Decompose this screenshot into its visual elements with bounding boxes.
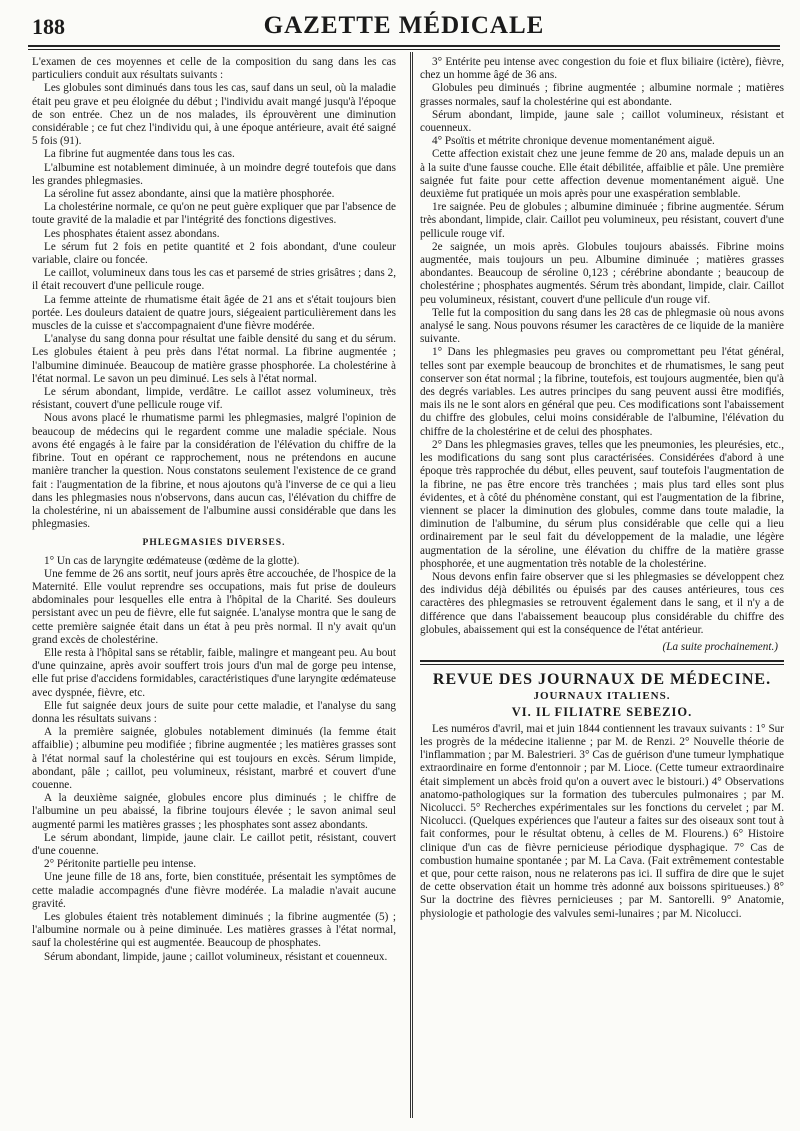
paragraph: 2° Dans les phlegmasies graves, telles que les pneumonies, les pleurésies, etc., les modifications du sang sont plus caractérisées. Considérées d'abord à une époque très rapprochée du début, elles peuvent, sauf toutefois l'augmentation de la fibrine, ne pas être encore très tranchées ; mais plus tard elles sont plus évidentes, et à côté du phénomène constant, qui est l'augmentation de la fibrine, viennent se placer la diminution des globules, comme dans toute maladie, la diminution de l'albumine, du sérum plus considérable que celle qui a lieu ordinairement par le seul fait du développement de la maladie, une légère augmentation de la séroline, une élévation du chiffre de la matière grasse phosphorée, et une augmentation très notable de la cholestérine.	[420, 438, 784, 570]
paragraph: Les globules étaient très notablement diminués ; la fibrine augmentée (5) ; l'albumine normale ou à peine diminuée. Les matières grasses à l'état normal, sauf la cholestérine qui est augmentée. Beaucoup de phosphates.	[32, 911, 396, 950]
paragraph: Nous avons placé le rhumatisme parmi les phlegmasies, malgré l'opinion de beaucoup de médecins qui le regardent comme une maladie spéciale. Nous avons été engagés à le faire par la considération de l'élévation du chiffre de la fibrine. Tout en opérant ce rapprochement, nous ne prétendons en aucune manière trancher la question. Nous constatons seulement l'existence de ce grand fait : l'augmentation de la fibrine, et nous ajoutons qu'à l'inverse de ce qui a lieu dans les phlegmasies nous n'observons, dans aucun cas, l'élévation du chiffre de la cholestérine, ni un abaissement de l'albumine aussi considérable que dans les phlegmasies.	[32, 412, 396, 531]
paragraph: Les globules sont diminués dans tous les cas, sauf dans un seul, où la maladie était peu grave et peu éloignée du début ; l'individu avait mangé jusqu'à l'époque de son entrée. Chez un de nos malades, ils éprouvèrent une diminution considérable ; ce fut chez l'individu qui, à une époque antérieure, avait été saigné 5 fois (91).	[32, 82, 396, 148]
paragraph: Sérum abondant, limpide, jaune ; caillot volumineux, résistant et couenneux.	[44, 950, 388, 963]
paragraph: 1° Dans les phlegmasies peu graves ou compromettant peu l'état général, telles sont par exemple beaucoup de bronchites et de rhumatismes, le sang peut conserver son état normal ; la fibrine, toutefois, est toujours augmentée, bien qu'à des degrés variables. Les autres principes du sang peuvent aussi être modifiés, mais ils ne le sont alors en général que peu. Ces modifications sont l'abaissement du chiffre des globules, celui moins considérable de l'albumine, l'élévation du chiffre de la cholestérine et de celui des phosphates.	[420, 346, 784, 438]
paragraph: La séroline fut assez abondante, ainsi que la matière phosphorée.	[44, 188, 335, 201]
paragraph: Le sérum abondant, limpide, jaune clair. Le caillot petit, résistant, couvert d'une couenne.	[32, 831, 396, 857]
paragraph: 2e saignée, un mois après. Globules toujours abaissés. Fibrine moins augmentée, mais toujours un peu. Albumine diminuée ; matières grasses abondantes. Beaucoup de séroline 0,123 ; cérébrine abondante ; beaucoup de cholestérine ; phosphates augmentés. Sérum très abondant, limpide, clair. Caillot peu volumineux, résistant, couvert d'une pellicule d'un rouge vif.	[420, 240, 784, 306]
case-heading: 1° Un cas de laryngite œdémateuse (œdème de la glotte).	[44, 554, 300, 567]
paragraph: Le caillot, volumineux dans tous les cas et parsemé de stries grisâtres ; dans 2, il était recouvert d'une pellicule rouge.	[32, 267, 396, 293]
paragraph: L'albumine est notablement diminuée, à un moindre degré toutefois que dans les grandes phlegmasies.	[32, 161, 396, 187]
page-header	[28, 10, 780, 48]
paragraph: Elle resta à l'hôpital sans se rétablir, faible, malingre et mangeant peu. Au bout d'une quinzaine, après avoir souffert trois jours d'un mal de gorge peu intense, elle fut prise d'accidens formidables, caractéristiques d'une laryngite œdémateuse avec dyspnée, fièvre, etc.	[32, 646, 396, 699]
paragraph: Globules peu diminués ; fibrine augmentée ; albumine normale ; matières grasses normales, sauf la cholestérine qui est abondante.	[420, 82, 784, 108]
paragraph: L'analyse du sang donna pour résultat une faible densité du sang et du sérum. Les globules étaient à peu près dans l'état normal. La fibrine augmentée ; l'albumine diminuée. Beaucoup de matière grasse phosphorée. La cholestérine à l'état normal. Le savon un peu diminué. Les sels à l'état normal.	[32, 333, 396, 385]
paragraph: Telle fut la composition du sang dans les 28 cas de phlegmasie où nous avons analysé le sang. Nous pouvons résumer les caractères de ce liquide de la manière suivante.	[420, 306, 784, 346]
header-rule	[28, 45, 780, 47]
continuation-note: (La suite prochainement.)	[662, 640, 778, 653]
paragraph: L'examen de ces moyennes et celle de la composition du sang dans les cas particuliers conduit aux résultats suivants :	[32, 56, 396, 82]
case-heading: 2° Péritonite partielle peu intense.	[44, 858, 197, 871]
case-heading: 4° Psoïtis et métrite chronique devenue momentanément aiguë.	[432, 135, 715, 148]
section-rule	[420, 660, 784, 662]
paragraph: Une jeune fille de 18 ans, forte, bien constituée, présentait les symptômes de cette maladie accompagnés d'une fièvre modérée. La maladie n'avait aucune gravité.	[32, 871, 396, 910]
paragraph: Une femme de 26 ans sortit, neuf jours après être accouchée, de l'hospice de la Maternité. Elle voulut reprendre ses occupations, mais fut prise de douleurs abdominales pour lesquelles elle entra à l'hôpital de la Charité. Ses douleurs persistant avec un peu de fièvre, elle fut saignée. L'analyse montra que le sang de cette première saignée était dans un état à peu près normal. Il n'y avait qu'un grand excès de cholestérine.	[32, 567, 396, 646]
section-title: REVUE DES JOURNAUX DE MÉDECINE.	[432, 671, 772, 689]
paragraph: Sérum abondant, limpide, jaune sale ; caillot volumineux, résistant et couenneux.	[420, 108, 784, 135]
running-title: GAZETTE MÉDICALE	[263, 12, 545, 39]
paragraph: Les numéros d'avril, mai et juin 1844 contiennent les travaux suivants : 1° Sur les progrès de la médecine italienne ; par M. de Renzi. 2° Nouvelle théorie de l'inflammation ; par M. Balestrieri. 3° Cas de guérison d'une tumeur lymphatique extraordinaire en forme d'entonnoir ; par M. Lioce. (Cette tumeur extraordinaire était simplement un abcès froid qu'on a ouvert avec le bistouri.) 4° Observations anatomo-pathologiques sur la formation des tubercules pulmonaires ; par M. Nicolucci. 5° Recherches expérimentales sur les fonctions du cervelet ; par M. Nicolucci. (Quelques expériences que l'auteur a faites sur des oiseaux sont tout à fait conformes, pour le résultat obtenu, à celles de M. Flourens.) 6° Histoire clinique d'un cas de fièvre pernicieuse périodique dysphagique. 7° Cas de combustion humaine spontanée ; par M. La Cava. (Fait extrêmement contestable et que, pour cette raison, nous ne relaterons pas ici. Il suffira de dire que le sujet de cette observation était un homme très adonné aux boissons spiritueuses.) 8° Sur la doctrine des fièvres pernicieuses ; par M. Santorelli. 9° Anatomie, physiologie et pathologie des valvules semi-lunaires ; par M. Nicolucci.	[420, 722, 784, 920]
paragraph: A la deuxième saignée, globules encore plus diminués ; le chiffre de l'albumine un peu abaissé, la fibrine toujours élevée ; le savon animal seul augmenté parmi les matières grasses ; les phosphates sont assez abondants.	[32, 792, 396, 831]
paragraph: La cholestérine normale, ce qu'on ne peut guère expliquer que par l'absence de toute gravité de la maladie et par l'intégrité des fonctions digestives.	[32, 201, 396, 227]
paragraph: 1re saignée. Peu de globules ; albumine diminuée ; fibrine augmentée. Sérum très abondant, limpide, clair. Caillot peu volumineux, peu résistant, couvert d'une pellicule rouge vif.	[420, 201, 784, 240]
subheading: PHLEGMASIES DIVERSES.	[142, 538, 286, 549]
case-heading: 3° Entérite peu intense avec congestion du foie et flux biliaire (ictère), fièvre, chez un homme âgé de 36 ans.	[420, 56, 784, 82]
journal-heading: VI. IL FILIATRE SEBEZIO.	[511, 704, 693, 719]
paragraph: La fibrine fut augmentée dans tous les cas.	[44, 148, 235, 161]
paragraph: A la première saignée, globules notablement diminués (la femme était affaiblie) ; albumine peu modifiée ; fibrine augmentée ; les matières grasses sont à l'état normal sauf la cholestérine qui est toujours en excès. Sérum limpide, abondant, pâle ; caillot, peu volumineux, résistant, marbré et couvert d'une couenne.	[32, 726, 396, 791]
paragraph: Cette affection existait chez une jeune femme de 20 ans, malade depuis un an à la suite d'une fausse couche. Elle était débilitée, affaiblie et pâle. Une première saignée fut faite pour cette affection devenue momentanément aiguë. Une deuxième fut pratiquée un mois après pour une exaspération semblable.	[420, 148, 784, 201]
section-subtitle: JOURNAUX ITALIENS.	[533, 690, 671, 703]
column-separator	[410, 52, 413, 1118]
paragraph: La femme atteinte de rhumatisme était âgée de 21 ans et s'était toujours bien portée. Les douleurs dataient de quatre jours, siégeaient particulièrement dans les muscles de la cuisse et s'accompagnaient d'une fièvre modérée.	[32, 293, 396, 333]
page-number: 188	[32, 14, 65, 39]
header-rule-thin	[28, 49, 780, 50]
paragraph: Elle fut saignée deux jours de suite pour cette maladie, et l'analyse du sang donna les résultats suivans :	[32, 699, 396, 725]
paragraph: Le sérum abondant, limpide, verdâtre. Le caillot assez volumineux, très résistant, couvert d'une pellicule rouge vif.	[32, 386, 396, 412]
paragraph: Le sérum fut 2 fois en petite quantité et 2 fois abondant, d'une couleur variable, claire ou foncée.	[32, 240, 396, 267]
paragraph: Nous devons enfin faire observer que si les phlegmasies se développent chez des individus déjà débilités ou épuisés par des causes antérieures, tous ces caractères des phlegmasies se retrouvent également dans le sang, et il n'y a de différence que dans l'abaissement beaucoup plus considérable du chiffre des globules, abaissement qui est la conséquence de l'état antérieur.	[420, 570, 784, 636]
section-rule-thin	[420, 664, 784, 665]
right-column	[420, 56, 784, 1118]
left-column	[32, 56, 396, 1118]
paragraph: Les phosphates étaient assez abondans.	[44, 227, 220, 240]
